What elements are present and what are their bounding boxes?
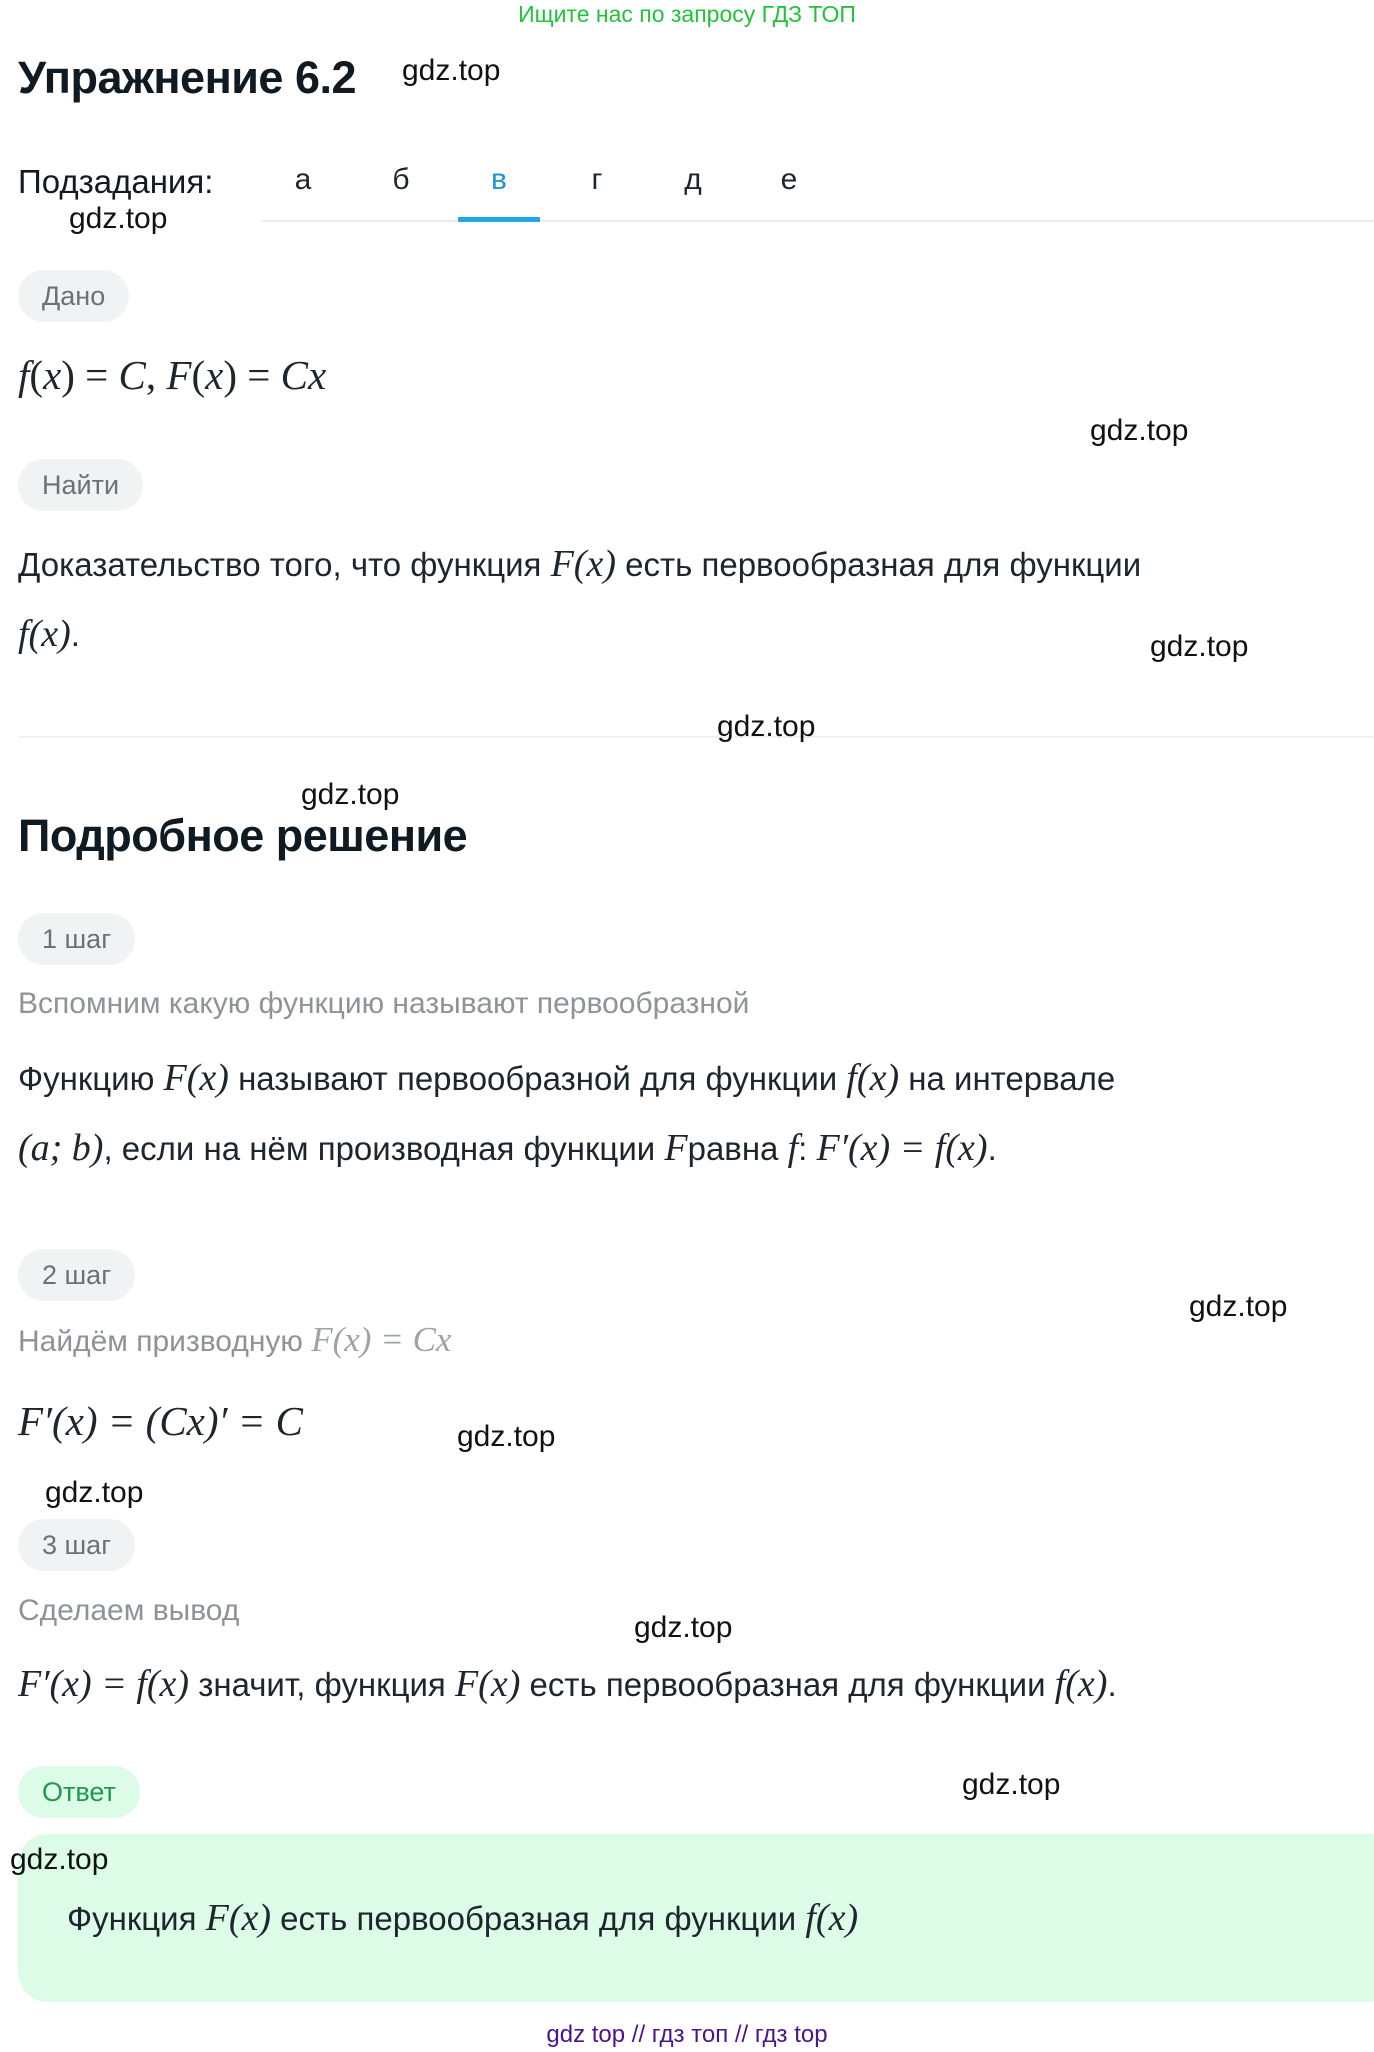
given-badge: Дано <box>18 270 129 322</box>
watermark: gdz.top <box>717 710 816 743</box>
watermark: gdz.top <box>45 1476 144 1509</box>
find-text-line2: f(x). <box>18 613 80 655</box>
step-1-line1: Функцию F(x) называют первообразной для функции f(x) на интервале <box>18 1057 1116 1099</box>
footer-links: gdz top // гдз топ // гдз top <box>546 2021 828 2048</box>
step-2-subtitle: Найдём призводную F(x) = Cx <box>18 1320 452 1359</box>
step-1-subtitle: Вспомним какую функцию называют первообразной <box>18 987 750 1020</box>
tab-b[interactable]: б <box>392 163 410 196</box>
page-title: Упражнение 6.2 <box>18 52 357 103</box>
active-tab-indicator <box>458 217 540 222</box>
watermark: gdz.top <box>634 1611 733 1644</box>
tab-a[interactable]: а <box>294 163 312 196</box>
watermark: gdz.top <box>402 54 501 87</box>
find-text-line1: Доказательство того, что функция F(x) есть первообразная для функции <box>18 543 1142 585</box>
search-banner: Ищите нас по запросу ГДЗ ТОП <box>518 1 856 27</box>
subtasks-tabs <box>262 160 1374 222</box>
step-2-badge: 2 шаг <box>18 1249 135 1301</box>
tab-v[interactable]: в <box>491 163 507 196</box>
step-1-badge: 1 шаг <box>18 913 135 965</box>
watermark: gdz.top <box>69 202 168 235</box>
answer-badge: Ответ <box>18 1766 140 1818</box>
find-badge: Найти <box>18 459 143 511</box>
watermark: gdz.top <box>962 1768 1061 1801</box>
step-3-badge: 3 шаг <box>18 1519 135 1571</box>
given-formula: f(x) = C, F(x) = Cx <box>18 352 327 398</box>
watermark: gdz.top <box>1090 414 1189 447</box>
watermark: gdz.top <box>301 778 400 811</box>
watermark: gdz.top <box>1150 630 1249 663</box>
step-1-line2: (a; b), если на нём производная функции Fравна f: F′(x) = f(x). <box>18 1127 997 1169</box>
step-2-formula: F′(x) = (Cx)′ = C <box>18 1398 304 1444</box>
watermark: gdz.top <box>457 1420 556 1453</box>
tab-d[interactable]: д <box>684 163 702 196</box>
step-3-subtitle: Сделаем вывод <box>18 1594 240 1627</box>
solution-title: Подробное решение <box>18 810 468 861</box>
tab-g[interactable]: г <box>591 163 603 196</box>
subtasks-label: Подзадания: <box>18 163 214 200</box>
section-divider <box>18 736 1374 738</box>
watermark: gdz.top <box>1189 1290 1288 1323</box>
watermark: gdz.top <box>10 1843 109 1876</box>
step-3-line: F′(x) = f(x) значит, функция F(x) есть первообразная для функции f(x). <box>18 1663 1117 1705</box>
tabs-divider <box>262 220 1374 222</box>
tab-e[interactable]: е <box>780 163 798 196</box>
answer-text: Функция F(x) есть первообразная для функции f(x) <box>67 1897 859 1939</box>
